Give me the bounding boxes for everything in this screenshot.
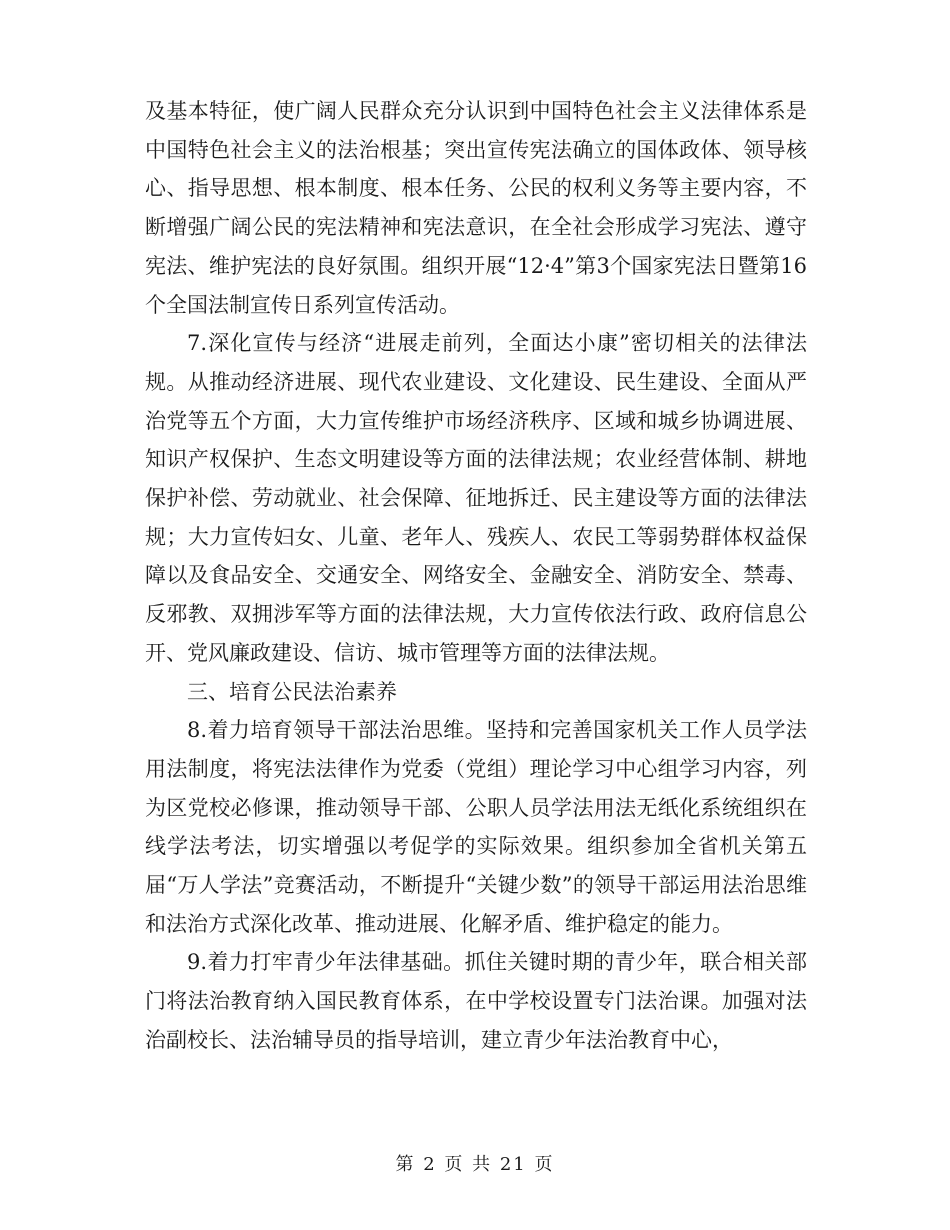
page-footer: 第 2 页 共 21 页	[395, 1154, 555, 1175]
paragraph-item-7: 7.深化宣传与经济“进展走前列，全面达小康”密切相关的法律法规。从推动经济进展、现代农业建设、文化建设、民生建设、全面从严治党等五个方面，大力宣传维护市场经济秩序、区域和城乡协调进展、知识产权保护、生态文明建设等方面的法律法规；农业经营体制、耕地保护补偿、劳动就业、社会保障、征地拆迁、民主建设等方面的法律法规；大力宣传妇女、儿童、老年人、残疾人、农民工等弱势群体权益保障以及食品安全、交通安全、网络安全、金融安全、消防安全、禁毒、反邪教、双拥涉军等方面的法律法规，大力宣传依法行政、政府信息公开、党风廉政建设、信访、城市管理等方面的法律法规。	[145, 331, 807, 665]
paragraph-continuation: 及基本特征，使广阔人民群众充分认识到中国特色社会主义法律体系是中国特色社会主义的法治根基；突出宣传宪法确立的国体政体、领导核心、指导思想、根本制度、根本任务、公民的权利义务等主要内容，不断增强广阔公民的宪法精神和宪法意识，在全社会形成学习宪法、遵守宪法、维护宪法的良好氛围。组织开展“12·4”第3个国家宪法日暨第16个全国法制宣传日系列宣传活动。	[145, 99, 807, 317]
paragraph-item-8: 8.着力培育领导干部法治思维。坚持和完善国家机关工作人员学法用法制度，将宪法法律作为党委（党组）理论学习中心组学习内容，列为区党校必修课，推动领导干部、公职人员学法用法无纸化系统组织在线学法考法，切实增强以考促学的实际效果。组织参加全省机关第五届“万人学法”竞赛活动，不断提升“关键少数”的领导干部运用法治思维和法治方式深化改革、推动进展、化解矛盾、维护稳定的能力。	[145, 718, 807, 936]
document-body	[145, 92, 807, 1060]
paragraph-item-9: 9.着力打牢青少年法律基础。抓住关键时期的青少年，联合相关部门将法治教育纳入国民教育体系，在中学校设置专门法治课。加强对法治副校长、法治辅导员的指导培训，建立青少年法治教育中心，	[145, 950, 807, 1052]
section-heading-3: 三、培育公民法治素养	[187, 679, 397, 704]
